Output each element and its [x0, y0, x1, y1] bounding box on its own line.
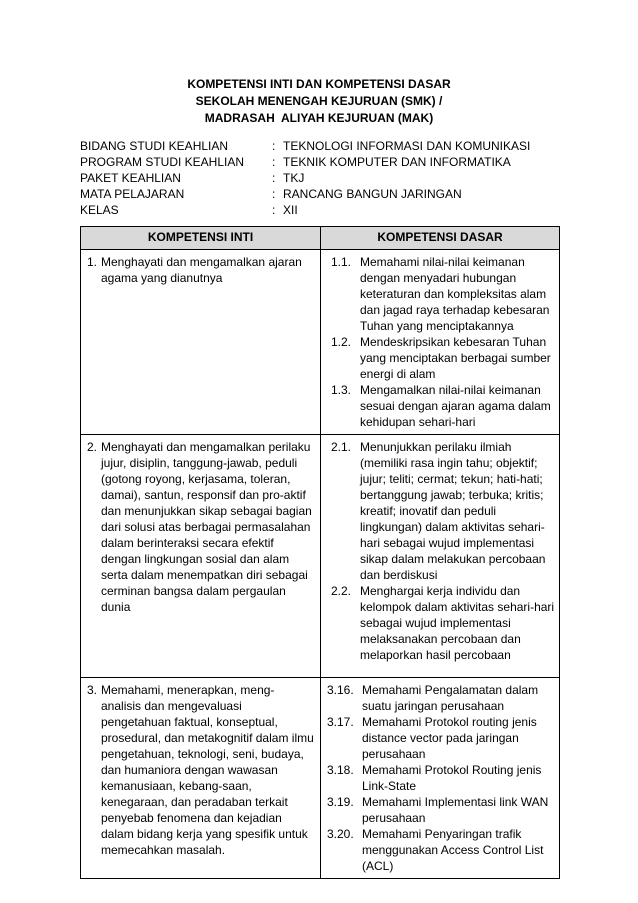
- info-value: TKJ: [283, 171, 305, 185]
- kd-number: 2.2.: [331, 584, 352, 598]
- kd-text: Memahami Protokol Routing jenis Link-State: [362, 763, 542, 793]
- kd-cell: [321, 678, 560, 879]
- kd-cell: [321, 250, 560, 435]
- ki-cell: [81, 435, 321, 678]
- info-value: RANCANG BANGUN JARINGAN: [283, 187, 462, 201]
- ki-cell: [81, 678, 321, 879]
- title-line-1: KOMPETENSI INTI DAN KOMPETENSI DASAR: [187, 77, 451, 91]
- kd-item: [331, 254, 555, 334]
- ki-item: [87, 254, 314, 286]
- info-value: TEKNIK KOMPUTER DAN INFORMATIKA: [283, 155, 511, 169]
- info-label: PAKET KEAHLIAN: [80, 171, 181, 185]
- kd-number: 3.16.: [327, 683, 354, 697]
- kd-item: [327, 826, 555, 874]
- info-label: KELAS: [80, 203, 119, 217]
- ki-item: [87, 682, 314, 858]
- kd-item: [331, 439, 555, 583]
- kd-text: Memahami Protokol routing jenis distance vector pada jaringan perusahaan: [362, 715, 537, 761]
- kd-number: 3.18.: [327, 763, 354, 777]
- info-label: BIDANG STUDI KEAHLIAN: [80, 139, 229, 153]
- header-kompetensi-dasar: KOMPETENSI DASAR: [321, 227, 560, 250]
- kd-item: [331, 334, 555, 382]
- table-row: [81, 678, 560, 879]
- info-label: PROGRAM STUDI KEAHLIAN: [80, 155, 245, 169]
- kd-item: [327, 794, 555, 826]
- header-kompetensi-inti: KOMPETENSI INTI: [81, 227, 321, 250]
- ki-number: 1.: [87, 255, 98, 269]
- ki-number: 3.: [87, 683, 98, 697]
- kd-cell: [321, 435, 560, 678]
- kd-item: [331, 382, 555, 430]
- kd-item: [327, 682, 555, 714]
- ki-number: 2.: [87, 440, 98, 454]
- kd-text: Menghargai kerja individu dan kelompok dalam aktivitas sehari-hari sebagai wujud implementasi melaksanakan percobaan dan melaporkan hasil percobaan: [360, 584, 555, 662]
- competency-table: [80, 226, 560, 879]
- kd-number: 1.2.: [331, 335, 352, 349]
- table-header-row: [81, 227, 560, 250]
- kd-text: Memahami nilai-nilai keimanan dengan menyadari hubungan keteraturan dan kompleksitas alam dan jagad raya terhadap kebesaran Tuhan yang menciptakannya: [360, 255, 550, 333]
- title-line-3: MADRASAH ALIYAH KEJURUAN (MAK): [204, 111, 434, 125]
- kd-number: 2.1.: [331, 440, 352, 454]
- info-value: TEKNOLOGI INFORMASI DAN KOMUNIKASI: [283, 139, 531, 153]
- document-title: [0, 76, 638, 127]
- info-colon: :: [272, 203, 276, 217]
- kd-text: Memahami Pengalamatan dalam suatu jaringan perusahaan: [362, 683, 539, 713]
- info-colon: :: [272, 171, 276, 185]
- info-colon: :: [272, 155, 276, 169]
- kd-text: Menunjukkan perilaku ilmiah (memiliki rasa ingin tahu; objektif; jujur; teliti; cermat; tekun; hati-hati; bertanggung jawab; terbuka; kritis; kreatif; inovatif dan peduli lingkungan) dalam aktivitas sehari-hari sebagai wujud implementasi sikap dalam melakukan percobaan dan berdiskusi: [360, 440, 546, 582]
- kd-number: 3.20.: [327, 827, 354, 841]
- info-value: XII: [283, 203, 298, 217]
- kd-number: 3.19.: [327, 795, 354, 809]
- kd-number: 3.17.: [327, 715, 354, 729]
- title-line-2: SEKOLAH MENENGAH KEJURUAN (SMK) /: [195, 94, 443, 108]
- kd-item: [331, 583, 555, 663]
- kd-item: [327, 714, 555, 762]
- kd-text: Memahami Implementasi link WAN perusahaan: [362, 795, 549, 825]
- info-colon: :: [272, 139, 276, 153]
- ki-text: Menghayati dan mengamalkan ajaran agama yang dianutnya: [101, 255, 302, 285]
- kd-number: 1.1.: [331, 255, 352, 269]
- kd-text: Mendeskripsikan kebesaran Tuhan yang menciptakan berbagai sumber energi di alam: [360, 335, 551, 381]
- kd-text: Mengamalkan nilai-nilai keimanan sesuai dengan ajaran agama dalam kehidupan sehari-hari: [360, 383, 551, 429]
- table-row: [81, 435, 560, 678]
- kd-item: [327, 762, 555, 794]
- info-colon: :: [272, 187, 276, 201]
- kd-text: Memahami Penyaringan trafik menggunakan Access Control List (ACL): [362, 827, 544, 873]
- ki-cell: [81, 250, 321, 435]
- ki-item: [87, 439, 314, 615]
- kd-number: 1.3.: [331, 383, 352, 397]
- info-label: MATA PELAJARAN: [80, 187, 185, 201]
- ki-text: Menghayati dan mengamalkan perilaku jujur, disiplin, tanggung-jawab, peduli (gotong royong, kerjasama, toleran, damai), santun, responsif dan pro-aktif dan menunjukkan sikap sebagai bagian dari solusi atas berbagai permasalahan dalam berinteraksi secara efektif dengan lingkungan sosial dan alam serta dalam menempatkan diri sebagai cerminan bangsa dalam pergaulan dunia: [101, 440, 312, 614]
- table-row: [81, 250, 560, 435]
- ki-text: Memahami, menerapkan, meng-analisis dan mengevaluasi pengetahuan faktual, konseptual, prosedural, dan metakognitif dalam ilmu pengetahuan, teknologi, seni, budaya, dan humaniora dengan wawasan kemanusiaan, kebang-saan, kenegaraan, dan peradaban terkait penyebab fenomena dan kejadian dalam bidang kerja yang spesifik untuk memecahkan masalah.: [101, 683, 314, 857]
